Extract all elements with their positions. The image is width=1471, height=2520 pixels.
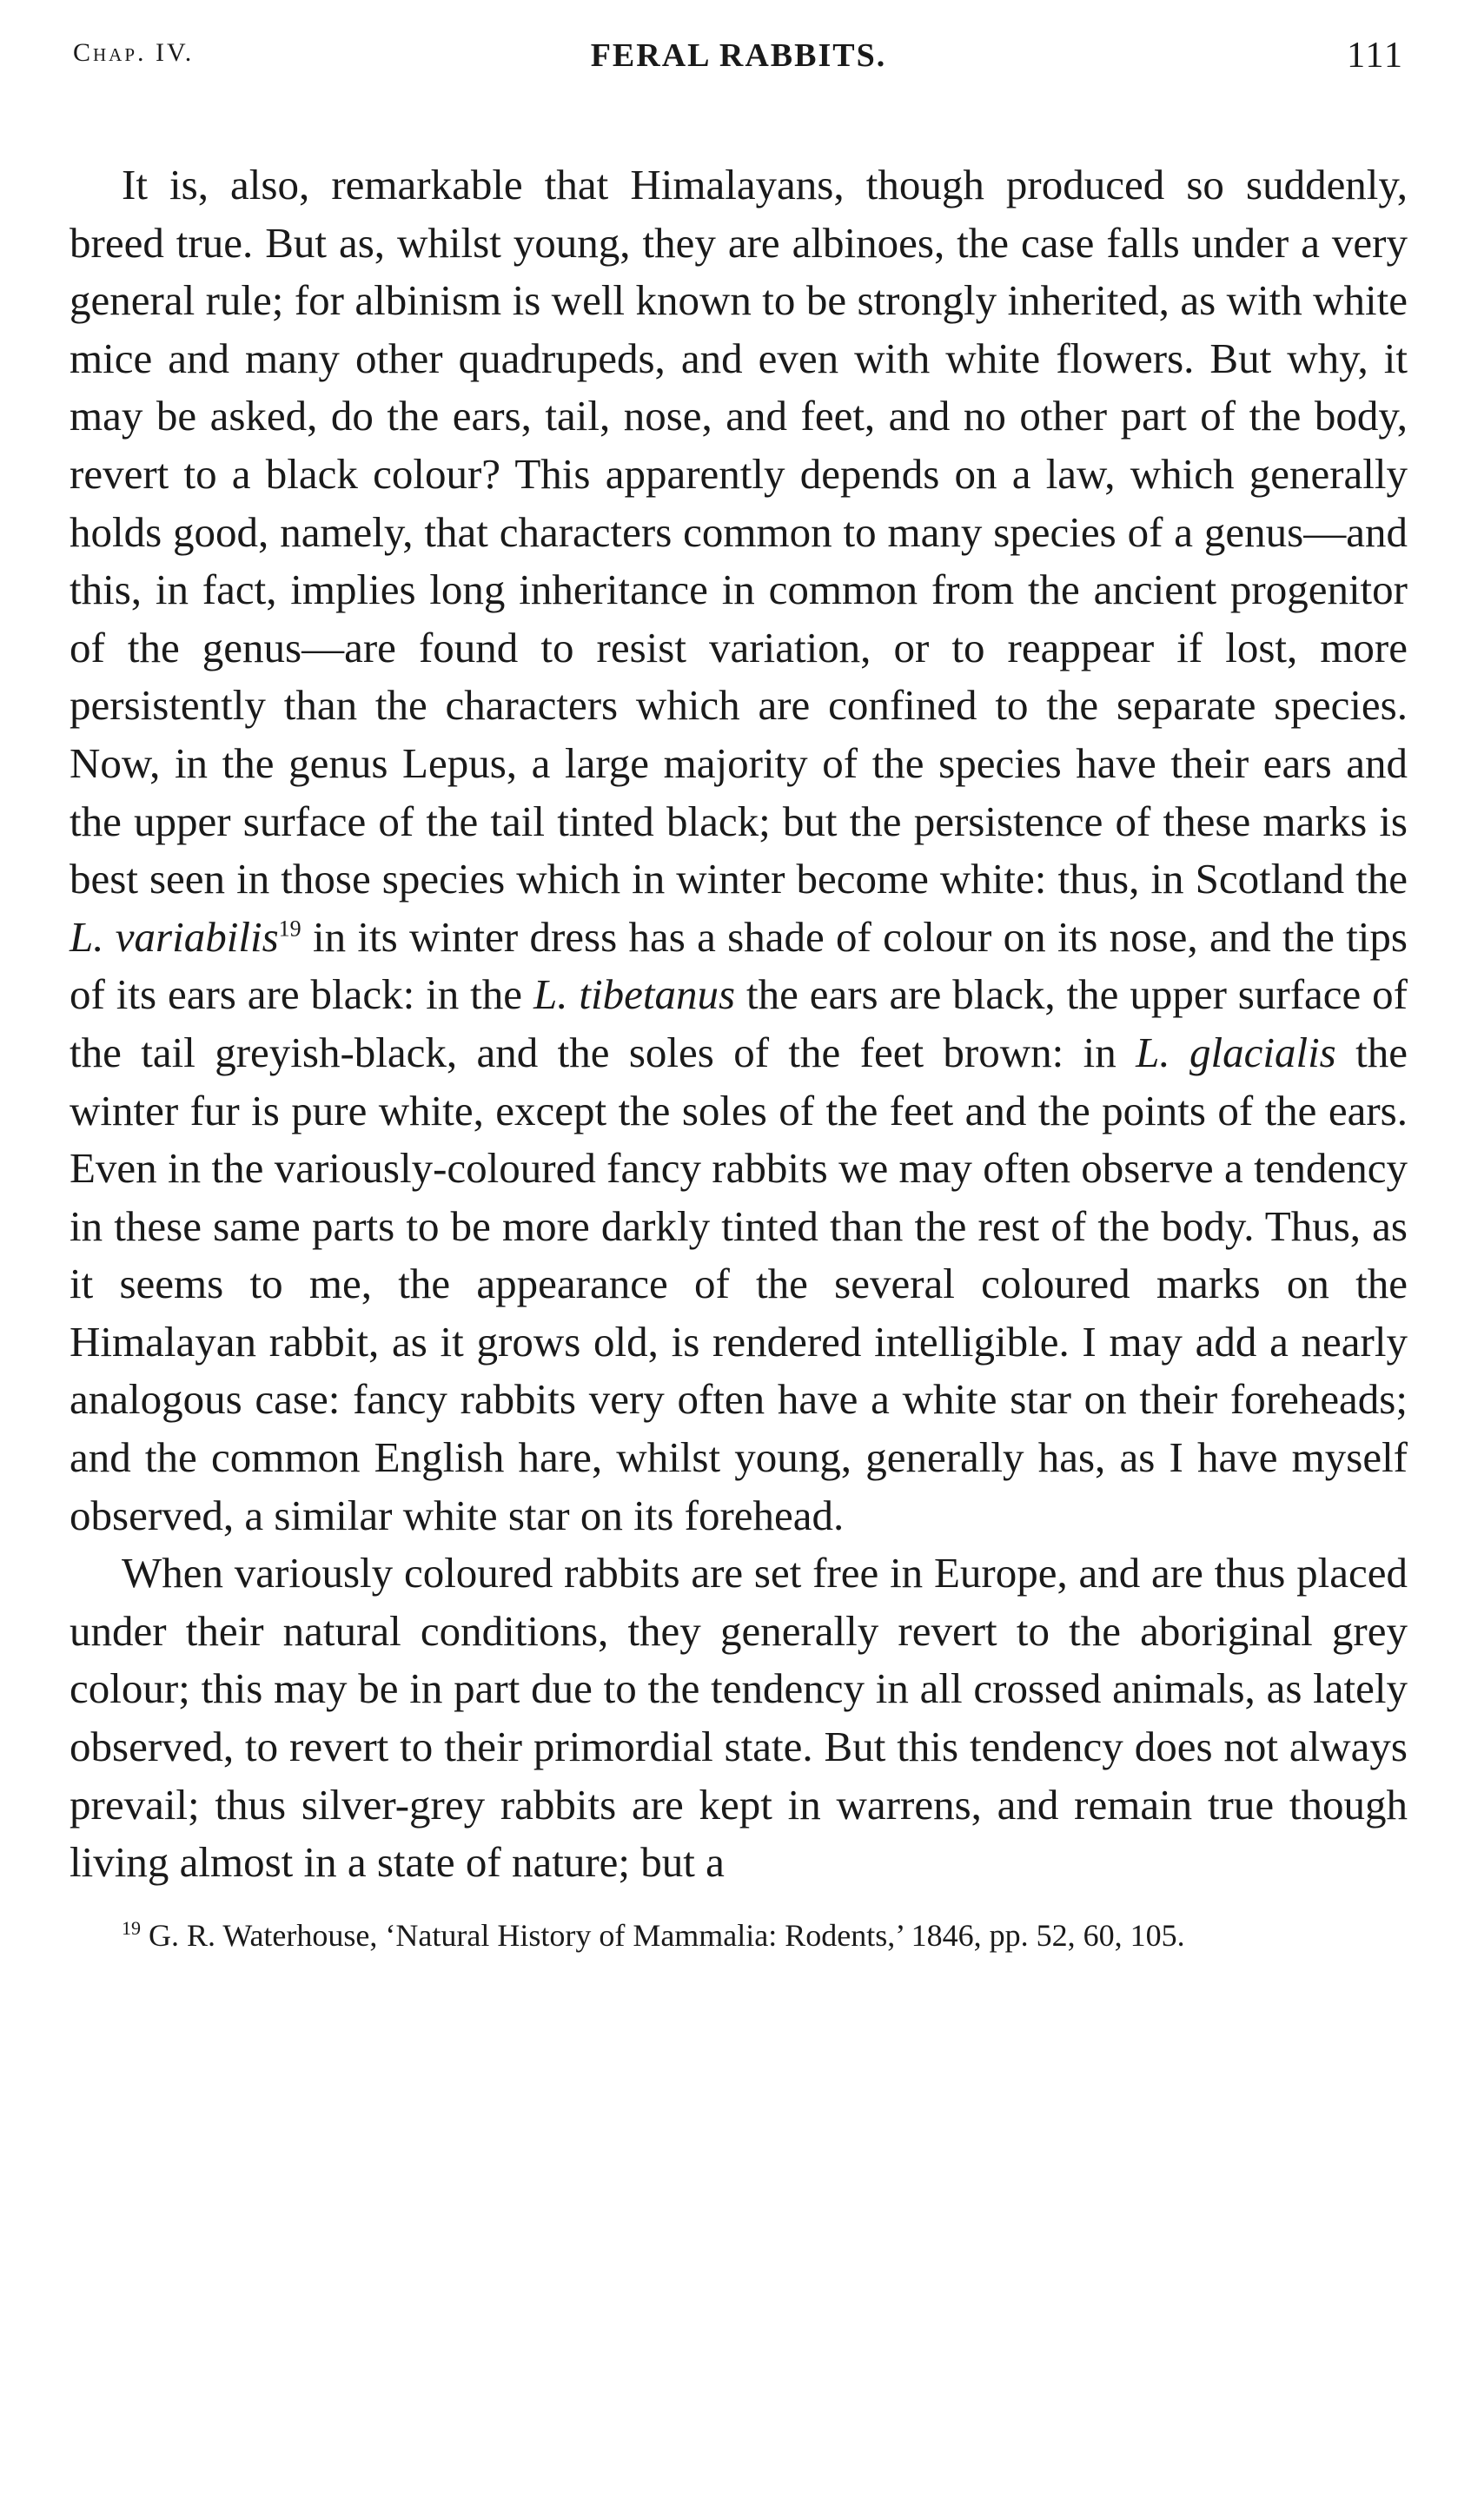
chapter-label: Chap. IV. xyxy=(73,38,195,67)
running-head xyxy=(70,33,1408,85)
book-page xyxy=(70,33,1408,1956)
footnote-number: 19 xyxy=(122,1916,141,1939)
paragraph-text: the winter fur is pure white, except the soles of the feet and the points of the ears. Even in the variously-coloured fancy rabbits we may often observe a tendency in these same parts to be more darkly tinted than the rest of the body. Thus, as it seems to me, the appearance of the several coloured marks on the Himalayan rabbit, as it grows old, is rendered intelligible. I may add a nearly analogous case: fancy rabbits very often have a white star on their foreheads; and the common English hare, whilst young, generally has, as I have myself observed, a similar white star on its forehead. xyxy=(70,1028,1408,1539)
body-text xyxy=(70,156,1408,1892)
footnote-reference: 19 xyxy=(278,916,301,942)
species-name: L. variabilis xyxy=(70,912,279,961)
running-title: FERAL RABBITS. xyxy=(590,37,887,74)
footnote xyxy=(70,1915,1408,1956)
paragraph: When variously coloured rabbits are set free in Europe, and are thus placed under their natural conditions, they generally revert to the aboriginal grey colour; this may be in part due to the tendency in all crossed animals, as lately observed, to revert to their primordial state. But this tendency does not always prevail; thus silver-grey rabbits are kept in warrens, and remain true though living almost in a state of nature; but a xyxy=(70,1549,1408,1887)
species-name: L. tibetanus xyxy=(533,970,736,1019)
paragraph-text: the ears are black, the upper surface of the tail greyish-black, and the soles of the feet brown: in xyxy=(70,970,1408,1076)
paragraph-text: in its winter dress has a shade of colour on its nose, and the tips of its ears are black: in the xyxy=(70,912,1408,1019)
footnote-text: G. R. Waterhouse, ‘Natural History of Mammalia: Rodents,’ 1846, pp. 52, 60, 105. xyxy=(141,1917,1185,1953)
page-number: 111 xyxy=(1347,36,1404,76)
species-name: L. glacialis xyxy=(1136,1028,1336,1076)
paragraph-text: It is, also, remarkable that Himalayans, though produced so suddenly, breed true. But as, whilst young, they are albinoes, the case falls under a very general rule; for albinism is well known to be strongly inherited, as with white mice and many other quadrupeds, and even with white flowers. But why, it may be asked, do the ears, tail, nose, and feet, and no other part of the body, revert to a black colour? This apparently depends on a law, which generally holds good, namely, that characters common to many species of a genus—and this, in fact, implies long inheritance in common from the ancient progenitor of the genus—are found to resist variation, or to reappear if lost, more persistently than the characters which are confined to the separate species. Now, in the genus Lepus, a large majority of the species have their ears and the upper surface of the tail tinted black; but the persistence of these marks is best seen in those species which in winter become white: thus, in Scotland the xyxy=(70,161,1408,903)
paragraph xyxy=(70,156,1408,1544)
